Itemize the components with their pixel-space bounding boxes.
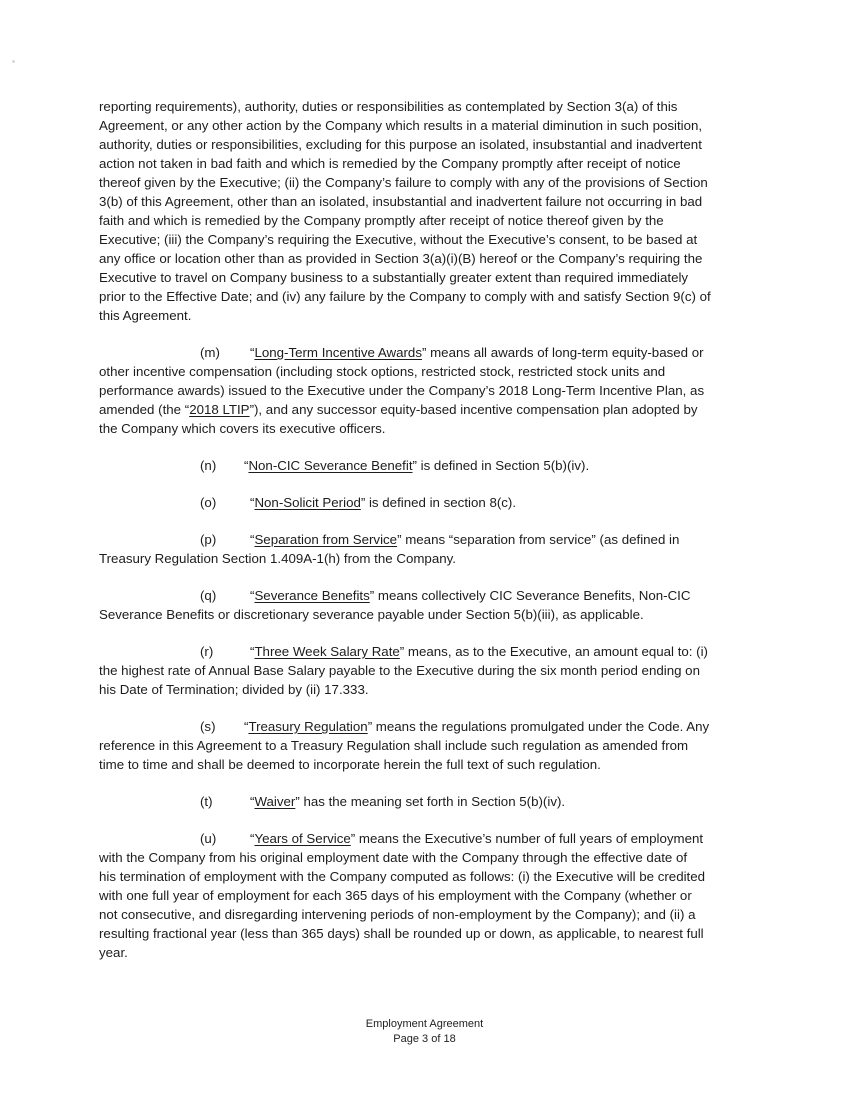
text-line: the Company which covers its executive officers. xyxy=(99,421,386,436)
defined-term: Separation from Service xyxy=(254,532,398,547)
text-line: this Agreement. xyxy=(99,308,192,323)
definition-first-line: (s) “Treasury Regulation” means the regulations promulgated under the Code. Any xyxy=(200,719,710,734)
text-line: Severance Benefits or discretionary severance payable under Section 5(b)(iii), as applicable. xyxy=(99,607,644,622)
text-line: reference in this Agreement to a Treasury Regulation shall include such regulation as amended from xyxy=(99,738,689,753)
text-line: resulting fractional year (less than 365 days) shall be rounded up or down, as applicable, to nearest full xyxy=(99,926,704,941)
clause-marker: (o) xyxy=(200,495,217,510)
definition-first-line: (u) “Years of Service” means the Executive’s number of full years of employment xyxy=(200,831,704,846)
document-body xyxy=(99,97,759,962)
definition-u xyxy=(99,829,759,962)
defined-term: Long-Term Incentive Awards xyxy=(254,345,422,360)
clause-marker: (r) xyxy=(200,644,214,659)
definition-first-line: (r) “Three Week Salary Rate” means, as to the Executive, an amount equal to: (i) xyxy=(200,644,708,659)
text-line: Agreement, or any other action by the Company which results in a material diminution in such position, xyxy=(99,118,703,133)
footer-title: Employment Agreement xyxy=(365,1018,484,1030)
definition-first-line: (q) “Severance Benefits” means collectively CIC Severance Benefits, Non-CIC xyxy=(200,588,691,603)
text-line: Executive; (iii) the Company’s requiring the Executive, without the Executive’s consent, to be based at xyxy=(99,232,698,247)
text-line: amended (the “2018 LTIP”), and any successor equity-based incentive compensation plan adopted by xyxy=(99,402,698,417)
text-line: year. xyxy=(99,945,128,960)
text-line: 3(b) of this Agreement, other than an isolated, insubstantial and inadvertent failure not occurring in bad xyxy=(99,194,703,209)
page-number: Page 3 of 18 xyxy=(393,1033,456,1045)
text-line: with the Company from his original employment date with the Company through the effective date of xyxy=(99,850,688,865)
defined-term: Severance Benefits xyxy=(254,588,370,603)
text-line: not consecutive, and disregarding intervening periods of non-employment by the Company); and (ii) a xyxy=(99,907,696,922)
clause-marker: (p) xyxy=(200,532,217,547)
clause-marker: (u) xyxy=(200,831,217,846)
definition-t xyxy=(99,792,759,811)
text-line: with one full year of employment for each 365 days of his employment with the Company (whether or xyxy=(99,888,692,903)
text-line: action not taken in bad faith and which is remedied by the Company promptly after receipt of notice xyxy=(99,156,681,171)
clause-marker: (m) xyxy=(200,345,220,360)
text-line: reporting requirements), authority, duties or responsibilities as contemplated by Section 3(a) of this xyxy=(99,99,678,114)
scan-speck xyxy=(12,60,15,63)
definition-r xyxy=(99,642,759,699)
text-line: the highest rate of Annual Base Salary payable to the Executive during the six month period ending on xyxy=(99,663,700,678)
text-line: performance awards) issued to the Executive under the Company’s 2018 Long-Term Incentive Plan, as xyxy=(99,383,705,398)
definition-q xyxy=(99,586,759,624)
defined-term: 2018 LTIP xyxy=(189,402,250,417)
text-line: his Date of Termination; divided by (ii) 17.333. xyxy=(99,682,369,697)
definition-n xyxy=(99,456,759,475)
defined-term: Three Week Salary Rate xyxy=(254,644,400,659)
clause-marker: (s) xyxy=(200,719,216,734)
definition-o xyxy=(99,493,759,512)
text-line: faith and which is remedied by the Company promptly after receipt of notice thereof given by the xyxy=(99,213,664,228)
text-line: authority, duties or responsibilities, excluding for this purpose an isolated, insubstantial and inadvertent xyxy=(99,137,702,152)
definition-first-line: (t) “Waiver” has the meaning set forth in Section 5(b)(iv). xyxy=(200,794,566,809)
text-line: time to time and shall be deemed to incorporate herein the full text of such regulation. xyxy=(99,757,601,772)
definition-first-line: (m) “Long-Term Incentive Awards” means all awards of long-term equity-based or xyxy=(200,345,704,360)
defined-term: Treasury Regulation xyxy=(248,719,368,734)
text-line: his termination of employment with the Company computed as follows: (i) the Executive will be credited xyxy=(99,869,706,884)
definition-p xyxy=(99,530,759,568)
definition-first-line: (p) “Separation from Service” means “separation from service” (as defined in xyxy=(200,532,680,547)
intro-paragraph xyxy=(99,97,759,325)
text-line: other incentive compensation (including stock options, restricted stock, restricted stock units and xyxy=(99,364,666,379)
text-line: Treasury Regulation Section 1.409A-1(h) from the Company. xyxy=(99,551,456,566)
clause-marker: (n) xyxy=(200,458,217,473)
defined-term: Waiver xyxy=(254,794,296,809)
text-line: any office or location other than as provided in Section 3(a)(i)(B) hereof or the Company’s requiring the xyxy=(99,251,703,266)
text-line: Executive to travel on Company business to a substantially greater extent than required immediately xyxy=(99,270,689,285)
definition-first-line: (o) “Non-Solicit Period” is defined in section 8(c). xyxy=(200,495,517,510)
text-line: thereof given by the Executive; (ii) the Company’s failure to comply with any of the provisions of Section xyxy=(99,175,708,190)
defined-term: Non-CIC Severance Benefit xyxy=(248,458,413,473)
definition-s xyxy=(99,717,759,774)
defined-term: Years of Service xyxy=(254,831,351,846)
definition-first-line: (n) “Non-CIC Severance Benefit” is defined in Section 5(b)(iv). xyxy=(200,458,590,473)
definition-m xyxy=(99,343,759,438)
clause-marker: (t) xyxy=(200,794,213,809)
clause-marker: (q) xyxy=(200,588,217,603)
defined-term: Non-Solicit Period xyxy=(254,495,361,510)
text-line: prior to the Effective Date; and (iv) any failure by the Company to comply with and satisfy Section 9(c) of xyxy=(99,289,711,304)
